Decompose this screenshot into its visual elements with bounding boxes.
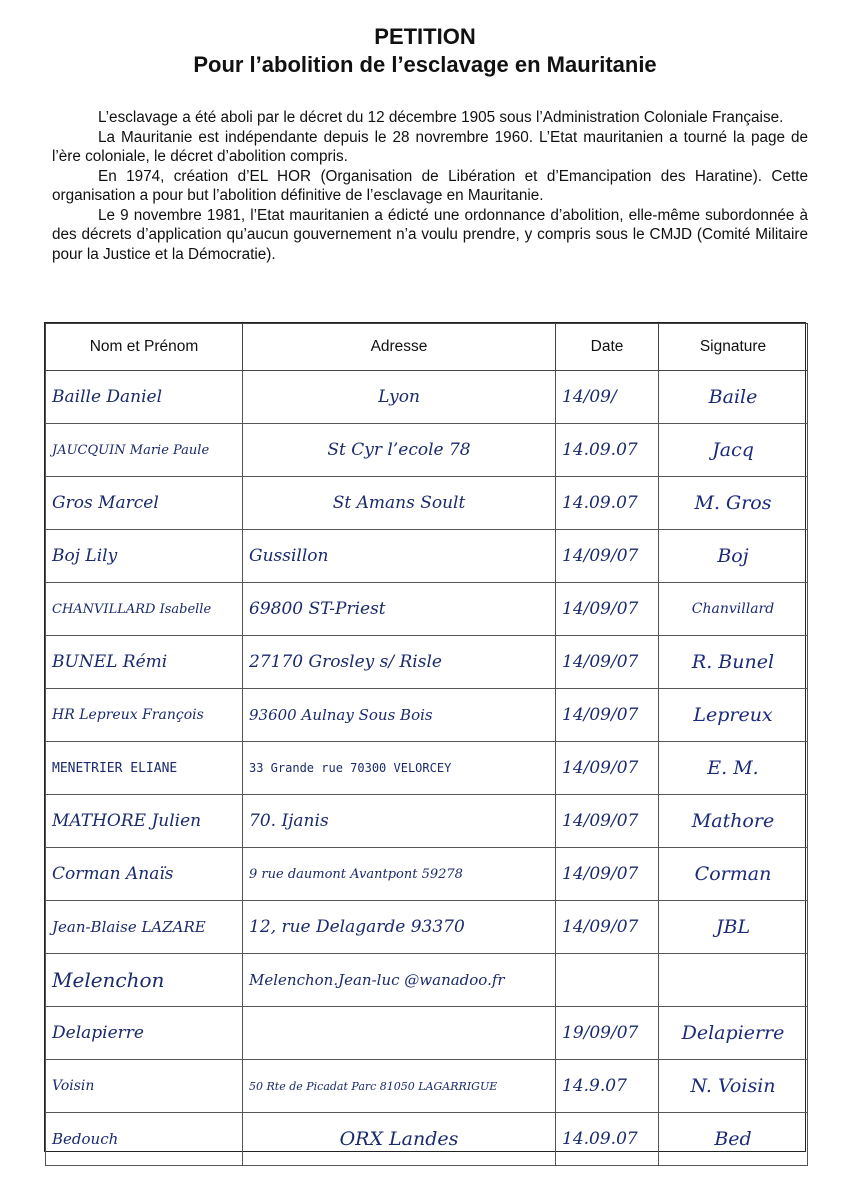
table-row	[46, 689, 808, 742]
table-row	[46, 1113, 808, 1166]
cell-name: MATHORE Julien	[46, 795, 243, 848]
cell-name: Boj Lily	[46, 530, 243, 583]
table-row	[46, 424, 808, 477]
cell-signature: Corman	[659, 848, 808, 901]
cell-address: 9 rue daumont Avantpont 59278	[243, 848, 556, 901]
cell-name: Melenchon	[46, 954, 243, 1007]
cell-name: Voisin	[46, 1060, 243, 1113]
header-name: Nom et Prénom	[46, 324, 243, 371]
cell-signature: Delapierre	[659, 1007, 808, 1060]
intro-paragraph: La Mauritanie est indépendante depuis le 28 novrembre 1960. L’Etat mauritanien a tourné la page de l’ère coloniale, le décret d’abolition compris.	[52, 128, 808, 165]
table-row	[46, 795, 808, 848]
table-row	[46, 901, 808, 954]
table-header-row	[46, 324, 808, 371]
cell-address: 27170 Grosley s/ Risle	[243, 636, 556, 689]
cell-date: 14.09.07	[556, 1113, 659, 1166]
cell-address	[243, 1007, 556, 1060]
cell-signature: R. Bunel	[659, 636, 808, 689]
cell-date: 19/09/07	[556, 1007, 659, 1060]
cell-date: 14/09/	[556, 371, 659, 424]
table-row	[46, 1007, 808, 1060]
cell-address: 70. Ijanis	[243, 795, 556, 848]
cell-address: St Cyr l’ecole 78	[243, 424, 556, 477]
cell-date: 14/09/07	[556, 795, 659, 848]
cell-address: 93600 Aulnay Sous Bois	[243, 689, 556, 742]
table-row	[46, 742, 808, 795]
cell-date: 14/09/07	[556, 583, 659, 636]
cell-signature: E. M.	[659, 742, 808, 795]
cell-signature: Boj	[659, 530, 808, 583]
cell-signature: M. Gros	[659, 477, 808, 530]
cell-signature: Bed	[659, 1113, 808, 1166]
table-row	[46, 371, 808, 424]
table-row	[46, 477, 808, 530]
petition-title: PETITION	[374, 24, 476, 49]
cell-date	[556, 954, 659, 1007]
cell-address: 50 Rte de Picadat Parc 81050 LAGARRIGUE	[243, 1060, 556, 1113]
cell-date: 14.9.07	[556, 1060, 659, 1113]
cell-date: 14/09/07	[556, 689, 659, 742]
cell-address: Gussillon	[243, 530, 556, 583]
petition-subtitle: Pour l’abolition de l’esclavage en Mauritanie	[193, 52, 657, 77]
cell-name: Baille Daniel	[46, 371, 243, 424]
header-signature: Signature	[659, 324, 808, 371]
table-row	[46, 530, 808, 583]
cell-signature: Mathore	[659, 795, 808, 848]
cell-address: Lyon	[243, 371, 556, 424]
cell-signature: Jacq	[659, 424, 808, 477]
header-address: Adresse	[243, 324, 556, 371]
intro-paragraph: En 1974, création d’EL HOR (Organisation de Libération et d’Emancipation des Haratine). Cette organisation a pour but l’abolition définitive de l’esclavage en Mauritanie.	[52, 167, 808, 204]
cell-address: 33 Grande rue 70300 VELORCEY	[243, 742, 556, 795]
table-row	[46, 636, 808, 689]
table-row	[46, 583, 808, 636]
cell-name: HR Lepreux François	[46, 689, 243, 742]
cell-date: 14/09/07	[556, 742, 659, 795]
cell-address: Melenchon.Jean-luc @wanadoo.fr	[243, 954, 556, 1007]
cell-name: MENETRIER ELIANE	[46, 742, 243, 795]
table-row	[46, 848, 808, 901]
cell-date: 14/09/07	[556, 530, 659, 583]
cell-name: Delapierre	[46, 1007, 243, 1060]
cell-name: Jean-Blaise LAZARE	[46, 901, 243, 954]
intro-paragraph: Le 9 novembre 1981, l’Etat mauritanien a édicté une ordonnance d’abolition, elle-même subordonnée à des décrets d’application qu’aucun gouvernement n’a voulu prendre, y compris sous le CMJD (Comité Militaire pour la Justice et la Démocratie).	[52, 206, 808, 263]
intro-paragraph: L’esclavage a été aboli par le décret du 12 décembre 1905 sous l’Administration Coloniale Française.	[98, 109, 784, 126]
cell-date: 14.09.07	[556, 424, 659, 477]
cell-signature	[659, 954, 808, 1007]
cell-name: BUNEL Rémi	[46, 636, 243, 689]
cell-signature: N. Voisin	[659, 1060, 808, 1113]
cell-name: CHANVILLARD Isabelle	[46, 583, 243, 636]
cell-date: 14/09/07	[556, 848, 659, 901]
cell-address: 69800 ST-Priest	[243, 583, 556, 636]
cell-date: 14/09/07	[556, 901, 659, 954]
cell-signature: JBL	[659, 901, 808, 954]
cell-date: 14.09.07	[556, 477, 659, 530]
table-row	[46, 954, 808, 1007]
cell-signature: Lepreux	[659, 689, 808, 742]
table-row	[46, 1060, 808, 1113]
intro-text	[52, 108, 808, 264]
cell-name: Corman Anaïs	[46, 848, 243, 901]
signature-table	[44, 322, 806, 1152]
cell-address: ORX Landes	[243, 1113, 556, 1166]
cell-name: Gros Marcel	[46, 477, 243, 530]
cell-date: 14/09/07	[556, 636, 659, 689]
cell-name: JAUCQUIN Marie Paule	[46, 424, 243, 477]
cell-address: St Amans Soult	[243, 477, 556, 530]
cell-address: 12, rue Delagarde 93370	[243, 901, 556, 954]
cell-name: Bedouch	[46, 1113, 243, 1166]
cell-signature: Chanvillard	[659, 583, 808, 636]
header-date: Date	[556, 324, 659, 371]
cell-signature: Baile	[659, 371, 808, 424]
